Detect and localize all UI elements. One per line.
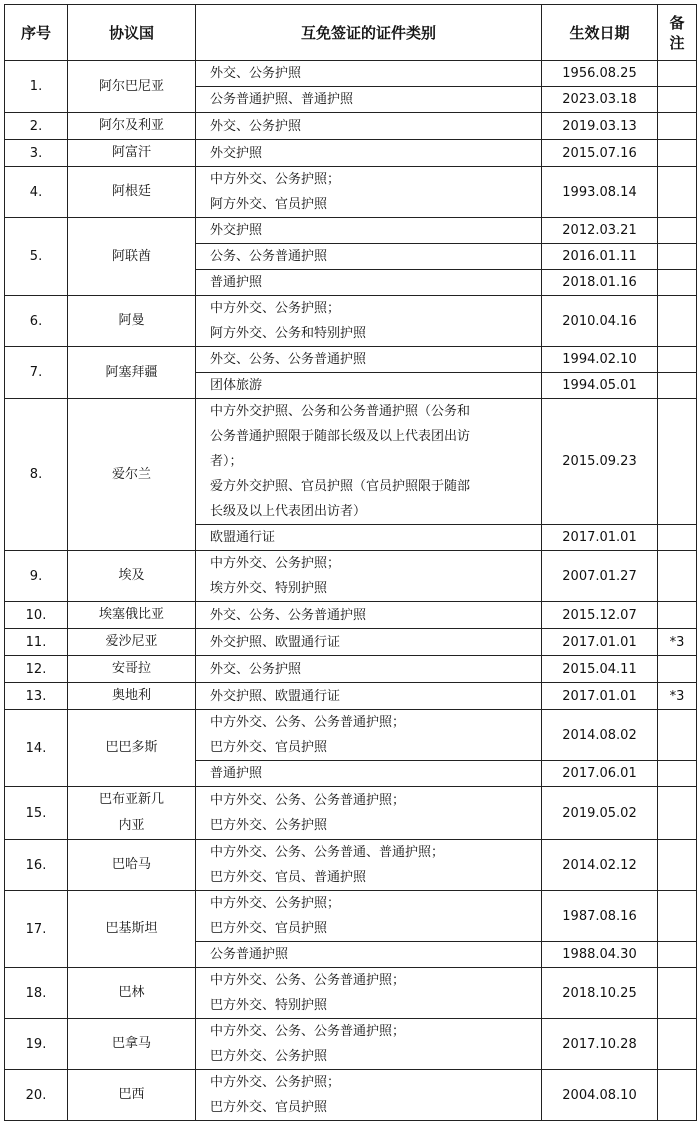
row-country: 阿富汗 <box>68 140 196 167</box>
row-doc-type-line: 中方外交护照、公务和公务普通护照（公务和 <box>210 404 471 419</box>
row-effective-date: 2019.03.13 <box>542 113 658 140</box>
row-doc-type-line: 巴方外交、官员护照 <box>210 1100 328 1115</box>
row-doc-type-line: 外交、公务护照 <box>210 118 302 134</box>
row-doc-type <box>196 399 542 525</box>
row-doc-type-line: 普通护照 <box>210 766 263 781</box>
row-seq: 1. <box>5 61 68 113</box>
row-effective-date: 2015.12.07 <box>542 602 658 629</box>
row-country: 阿曼 <box>68 296 196 347</box>
row-doc-type-line: 普通护照 <box>210 275 263 290</box>
row-country: 阿尔及利亚 <box>68 113 196 140</box>
row-doc-type-line: 外交护照 <box>210 223 263 238</box>
row-effective-date: 2007.01.27 <box>542 551 658 602</box>
row-effective-date: 2017.01.01 <box>542 525 658 551</box>
row-seq: 2. <box>5 113 68 140</box>
row-note <box>658 399 697 525</box>
row-effective-date: 2015.04.11 <box>542 656 658 683</box>
row-doc-type-line: 埃方外交、特别护照 <box>210 581 328 596</box>
row-country: 巴巴多斯 <box>68 710 196 787</box>
table-header-row <box>5 5 697 61</box>
row-country: 爱沙尼亚 <box>68 629 196 656</box>
row-seq: 20. <box>5 1070 68 1121</box>
row-seq: 12. <box>5 656 68 683</box>
row-doc-type-line: 公务普通护照、普通护照 <box>210 92 354 107</box>
row-doc-type-line: 外交、公务、公务普通护照 <box>210 607 367 623</box>
row-note <box>658 942 697 968</box>
row-country-line: 内亚 <box>118 818 145 833</box>
row-doc-type-line: 巴方外交、官员护照 <box>210 740 328 755</box>
row-effective-date: 2015.07.16 <box>542 140 658 167</box>
row-note <box>658 787 697 840</box>
table-row <box>5 683 697 710</box>
row-seq: 8. <box>5 399 68 551</box>
row-doc-type <box>196 347 542 373</box>
row-doc-type <box>196 1070 542 1121</box>
row-effective-date: 1987.08.16 <box>542 891 658 942</box>
row-doc-type-line: 外交、公务、公务普通护照 <box>210 352 367 367</box>
row-doc-type <box>196 113 542 140</box>
row-country: 巴哈马 <box>68 840 196 891</box>
row-country: 埃及 <box>68 551 196 602</box>
table-row <box>5 399 697 525</box>
row-note: *3 <box>658 683 697 710</box>
row-doc-type-line: 外交护照、欧盟通行证 <box>210 688 341 704</box>
row-doc-type <box>196 629 542 656</box>
row-doc-type-line: 者）； <box>210 454 243 469</box>
row-doc-type-line: 外交护照、欧盟通行证 <box>210 634 341 650</box>
row-doc-type <box>196 551 542 602</box>
row-doc-type-line: 爱方外交护照、官员护照（官员护照限于随部 <box>210 479 471 494</box>
row-doc-type-line: 中方外交、公务、公务普通护照； <box>210 973 406 988</box>
row-note <box>658 167 697 218</box>
row-country: 埃塞俄比亚 <box>68 602 196 629</box>
row-doc-type <box>196 891 542 942</box>
row-doc-type-line: 外交、公务护照 <box>210 661 302 677</box>
row-doc-type-line: 公务、公务普通护照 <box>210 249 328 264</box>
row-doc-type-line: 中方外交、公务护照； <box>210 556 341 571</box>
row-doc-type-line: 阿方外交、官员护照 <box>210 197 328 212</box>
row-doc-type-line: 中方外交、公务护照； <box>210 172 341 187</box>
row-seq: 19. <box>5 1019 68 1070</box>
row-effective-date: 1993.08.14 <box>542 167 658 218</box>
row-doc-type-line: 巴方外交、公务护照 <box>210 818 328 833</box>
table-row <box>5 347 697 373</box>
row-doc-type-line: 公务普通护照限于随部长级及以上代表团出访 <box>210 429 471 444</box>
row-effective-date: 2018.10.25 <box>542 968 658 1019</box>
row-doc-type-line: 长级及以上代表团出访者） <box>210 504 367 519</box>
row-doc-type <box>196 140 542 167</box>
row-country <box>68 787 196 840</box>
row-note <box>658 840 697 891</box>
row-note <box>658 373 697 399</box>
row-doc-type <box>196 683 542 710</box>
row-note <box>658 891 697 942</box>
row-effective-date: 2017.01.01 <box>542 683 658 710</box>
row-country: 巴林 <box>68 968 196 1019</box>
row-effective-date: 2012.03.21 <box>542 218 658 244</box>
row-doc-type <box>196 244 542 270</box>
header-seq: 序号 <box>5 5 68 61</box>
row-note <box>658 761 697 787</box>
table-row <box>5 787 697 840</box>
row-doc-type-line: 中方外交、公务、公务普通护照； <box>210 1024 406 1039</box>
row-doc-type-line: 中方外交、公务、公务普通、普通护照； <box>210 845 445 860</box>
row-seq: 18. <box>5 968 68 1019</box>
row-country: 巴拿马 <box>68 1019 196 1070</box>
row-seq: 11. <box>5 629 68 656</box>
row-effective-date: 2010.04.16 <box>542 296 658 347</box>
row-doc-type-line: 外交护照 <box>210 145 263 161</box>
row-doc-type-line: 外交、公务护照 <box>210 66 302 81</box>
table-row <box>5 602 697 629</box>
row-seq: 4. <box>5 167 68 218</box>
row-effective-date: 1988.04.30 <box>542 942 658 968</box>
header-note-line-2: 注 <box>669 33 685 52</box>
row-country: 阿联酋 <box>68 218 196 296</box>
row-doc-type <box>196 656 542 683</box>
row-note <box>658 140 697 167</box>
header-note <box>658 5 697 61</box>
row-doc-type <box>196 87 542 113</box>
row-seq: 3. <box>5 140 68 167</box>
table-row <box>5 629 697 656</box>
row-effective-date: 2017.01.01 <box>542 629 658 656</box>
row-doc-type-line: 巴方外交、公务护照 <box>210 1049 328 1064</box>
row-seq: 6. <box>5 296 68 347</box>
row-country-line: 巴布亚新几 <box>98 792 164 807</box>
row-country: 奥地利 <box>68 683 196 710</box>
row-doc-type <box>196 602 542 629</box>
row-note <box>658 710 697 761</box>
row-doc-type-line: 欧盟通行证 <box>210 530 276 545</box>
row-doc-type-line: 中方外交、公务护照； <box>210 1075 341 1090</box>
row-country: 巴基斯坦 <box>68 891 196 968</box>
row-seq: 7. <box>5 347 68 399</box>
header-note-line-1: 备 <box>669 13 685 32</box>
row-country: 阿塞拜疆 <box>68 347 196 399</box>
row-note <box>658 113 697 140</box>
visa-exemption-table <box>4 4 697 1121</box>
row-note <box>658 87 697 113</box>
row-note <box>658 525 697 551</box>
row-doc-type-line: 公务普通护照 <box>210 947 289 962</box>
row-doc-type <box>196 296 542 347</box>
row-seq: 17. <box>5 891 68 968</box>
header-type: 互免签证的证件类别 <box>196 5 542 61</box>
row-seq: 10. <box>5 602 68 629</box>
row-note <box>658 296 697 347</box>
row-doc-type-line: 中方外交、公务、公务普通护照； <box>210 793 406 808</box>
row-doc-type <box>196 1019 542 1070</box>
row-doc-type <box>196 710 542 761</box>
row-note <box>658 602 697 629</box>
table-row <box>5 891 697 942</box>
row-note <box>658 347 697 373</box>
table-body <box>5 61 697 1121</box>
table-row <box>5 551 697 602</box>
row-note <box>658 656 697 683</box>
row-doc-type-line: 团体旅游 <box>210 378 263 393</box>
row-effective-date: 2019.05.02 <box>542 787 658 840</box>
row-country: 安哥拉 <box>68 656 196 683</box>
row-doc-type <box>196 525 542 551</box>
row-effective-date: 1994.02.10 <box>542 347 658 373</box>
row-doc-type <box>196 373 542 399</box>
row-country: 巴西 <box>68 1070 196 1121</box>
row-effective-date: 1994.05.01 <box>542 373 658 399</box>
row-doc-type <box>196 942 542 968</box>
row-note <box>658 1070 697 1121</box>
row-doc-type <box>196 968 542 1019</box>
table-row <box>5 167 697 218</box>
row-note <box>658 270 697 296</box>
table-row <box>5 968 697 1019</box>
row-note <box>658 1019 697 1070</box>
row-note <box>658 551 697 602</box>
header-date: 生效日期 <box>542 5 658 61</box>
row-doc-type-line: 中方外交、公务护照； <box>210 896 341 911</box>
row-doc-type-line: 巴方外交、官员护照 <box>210 921 328 936</box>
row-doc-type <box>196 167 542 218</box>
row-effective-date: 2004.08.10 <box>542 1070 658 1121</box>
row-country: 阿根廷 <box>68 167 196 218</box>
row-effective-date: 2015.09.23 <box>542 399 658 525</box>
row-effective-date: 2023.03.18 <box>542 87 658 113</box>
table-row <box>5 113 697 140</box>
row-effective-date: 2018.01.16 <box>542 270 658 296</box>
row-country: 爱尔兰 <box>68 399 196 551</box>
row-doc-type-line: 巴方外交、特别护照 <box>210 998 328 1013</box>
row-doc-type <box>196 761 542 787</box>
row-effective-date: 2014.02.12 <box>542 840 658 891</box>
header-country: 协议国 <box>68 5 196 61</box>
row-effective-date: 2017.06.01 <box>542 761 658 787</box>
row-doc-type <box>196 787 542 840</box>
row-doc-type <box>196 218 542 244</box>
row-effective-date: 2016.01.11 <box>542 244 658 270</box>
row-seq: 5. <box>5 218 68 296</box>
row-note: *3 <box>658 629 697 656</box>
table-row <box>5 61 697 87</box>
row-doc-type <box>196 840 542 891</box>
table-row <box>5 1070 697 1121</box>
row-note <box>658 218 697 244</box>
row-note <box>658 244 697 270</box>
table-row <box>5 140 697 167</box>
table-row <box>5 218 697 244</box>
row-effective-date: 1956.08.25 <box>542 61 658 87</box>
row-note <box>658 61 697 87</box>
row-seq: 14. <box>5 710 68 787</box>
row-doc-type-line: 巴方外交、官员、普通护照 <box>210 870 367 885</box>
row-country: 阿尔巴尼亚 <box>68 61 196 113</box>
row-seq: 9. <box>5 551 68 602</box>
row-effective-date: 2014.08.02 <box>542 710 658 761</box>
row-seq: 13. <box>5 683 68 710</box>
row-doc-type <box>196 270 542 296</box>
table-row <box>5 656 697 683</box>
table-row <box>5 710 697 761</box>
row-note <box>658 968 697 1019</box>
row-seq: 15. <box>5 787 68 840</box>
row-doc-type <box>196 61 542 87</box>
row-seq: 16. <box>5 840 68 891</box>
row-effective-date: 2017.10.28 <box>542 1019 658 1070</box>
table-row <box>5 840 697 891</box>
table-row <box>5 296 697 347</box>
row-doc-type-line: 中方外交、公务、公务普通护照； <box>210 715 406 730</box>
table-row <box>5 1019 697 1070</box>
row-doc-type-line: 阿方外交、公务和特别护照 <box>210 326 367 341</box>
row-doc-type-line: 中方外交、公务护照； <box>210 301 341 316</box>
